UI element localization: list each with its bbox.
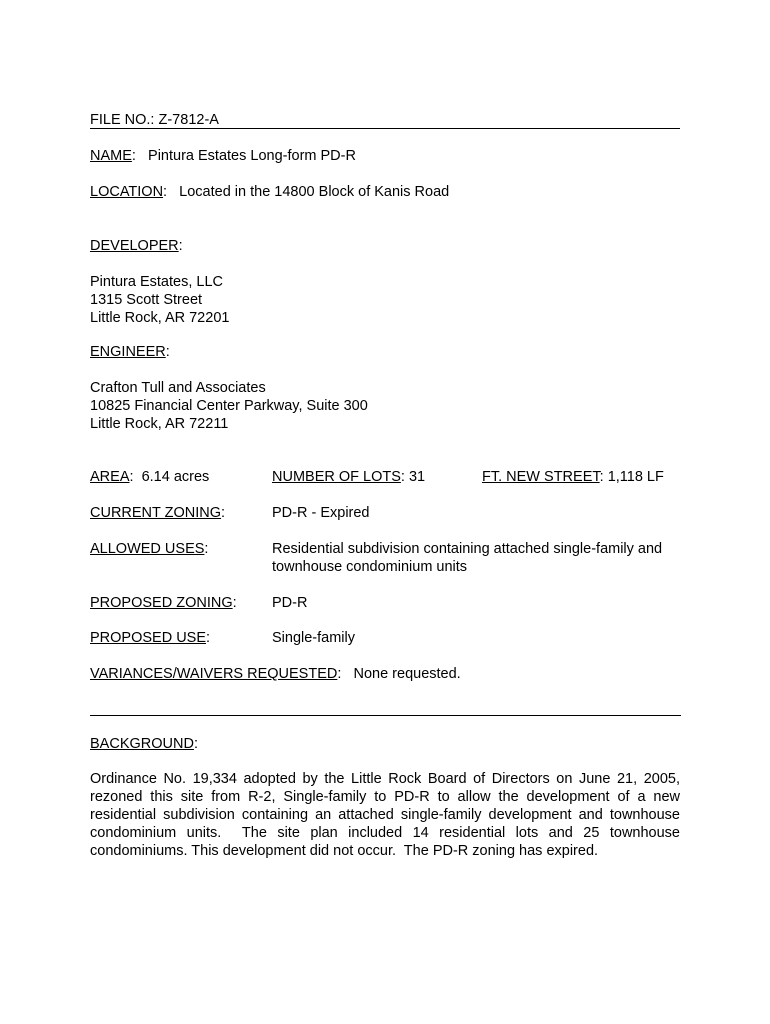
developer-heading: DEVELOPER: [90, 238, 183, 254]
proposed-zoning-value: PD-R [272, 595, 308, 611]
engineer-label: ENGINEER [90, 344, 166, 360]
engineer-line: Crafton Tull and Associates [90, 380, 266, 396]
developer-line: 1315 Scott Street [90, 292, 203, 308]
area-value: 6.14 acres [141, 469, 210, 485]
proposed-zoning-label-row: PROPOSED ZONING: [90, 595, 237, 611]
developer-line: Pintura Estates, LLC [90, 274, 223, 290]
variances-row: VARIANCES/WAIVERS REQUESTED: None requested. [90, 666, 461, 682]
proposed-use-label: PROPOSED USE [90, 630, 207, 646]
location-value: Located in the 14800 Block of Kanis Road [179, 184, 450, 200]
location-row: LOCATION: Located in the 14800 Block of Kanis Road [90, 184, 450, 200]
engineer-line: 10825 Financial Center Parkway, Suite 300 [90, 398, 368, 414]
current-zoning-label-row: CURRENT ZONING: [90, 505, 226, 521]
street-value: 1,118 LF [607, 469, 664, 485]
proposed-use-label-row: PROPOSED USE: [90, 630, 211, 646]
background-paragraph: Ordinance No. 19,334 adopted by the Little Rock Board of Directors on June 21, 2005, rezoned this site from R-2, Single-family to PD-R to allow the development of a new residential subdivision containing an attached single-family development and townhouse condominium units. The site plan included 14 residential lots and 25 townhouse condominiums. This development did not occur. The PD-R zoning has expired. [90, 771, 685, 859]
developer-label: DEVELOPER [90, 238, 179, 254]
name-value: Pintura Estates Long-form PD-R [148, 148, 356, 164]
allowed-uses-label: ALLOWED USES [90, 541, 205, 557]
variances-value: None requested. [353, 666, 461, 682]
allowed-uses-value: Residential subdivision containing attached single-family and townhouse condominium units [272, 541, 663, 575]
variances-label: VARIANCES/WAIVERS REQUESTED [90, 666, 338, 682]
section-divider [90, 715, 681, 716]
name-label: NAME [90, 148, 132, 164]
street-field: FT. NEW STREET: 1,118 LF [482, 469, 664, 485]
name-row: NAME: Pintura Estates Long-form PD-R [90, 148, 356, 164]
engineer-line: Little Rock, AR 72211 [90, 416, 229, 432]
background-heading: BACKGROUND: [90, 736, 198, 752]
file-number-line [90, 111, 680, 129]
proposed-zoning-label: PROPOSED ZONING [90, 595, 233, 611]
file-number-label: FILE NO.: [90, 112, 155, 128]
engineer-address [90, 379, 368, 433]
area-label: AREA [90, 469, 130, 485]
engineer-heading: ENGINEER: [90, 344, 170, 360]
allowed-uses-label-row: ALLOWED USES: [90, 541, 209, 557]
area-field: AREA: 6.14 acres [90, 469, 210, 485]
current-zoning-value: PD-R - Expired [272, 505, 370, 521]
lots-label: NUMBER OF LOTS [272, 469, 401, 485]
developer-address [90, 273, 229, 327]
proposed-use-value: Single-family [272, 630, 355, 646]
lots-value: 31 [408, 469, 426, 485]
street-label: FT. NEW STREET [482, 469, 600, 485]
background-label: BACKGROUND [90, 736, 194, 752]
file-number-value: Z-7812-A [158, 112, 219, 128]
location-label: LOCATION [90, 184, 164, 200]
lots-field: NUMBER OF LOTS: 31 [272, 469, 426, 485]
developer-line: Little Rock, AR 72201 [90, 310, 230, 326]
current-zoning-label: CURRENT ZONING [90, 505, 222, 521]
